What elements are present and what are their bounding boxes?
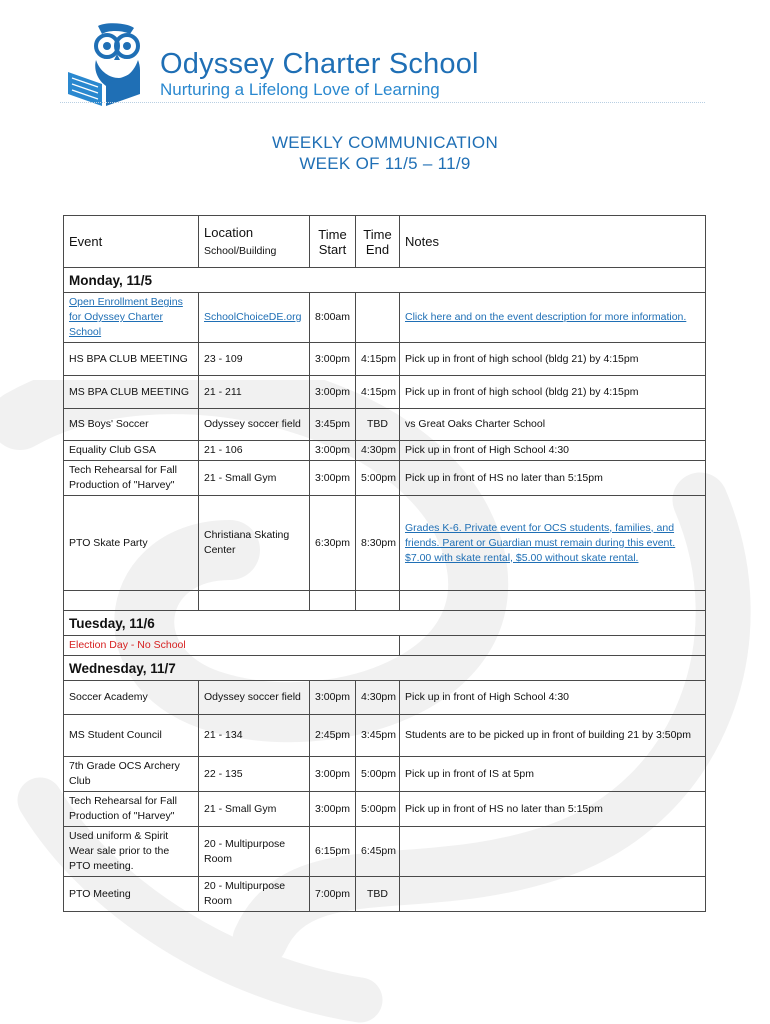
spacer-row — [64, 591, 706, 611]
spacer-cell — [310, 591, 356, 611]
owl-book-logo-icon — [64, 20, 156, 108]
election-day-note: Election Day - No School — [64, 636, 400, 656]
header-event: Event — [64, 216, 199, 268]
time-end: 4:15pm — [356, 343, 400, 376]
notes: Pick up in front of High School 4:30 — [400, 681, 706, 715]
table-header-row — [64, 216, 706, 268]
time-end: 4:30pm — [356, 441, 400, 461]
event-name: Tech Rehearsal for Fall Production of "Harvey" — [64, 792, 199, 827]
day-row-wednesday — [64, 656, 706, 681]
time-start: 3:45pm — [310, 409, 356, 441]
table-row — [64, 792, 706, 827]
table-row — [64, 461, 706, 496]
notes: Pick up in front of high school (bldg 21) by 4:15pm — [400, 343, 706, 376]
spacer-cell — [64, 591, 199, 611]
location-link-schoolchoice[interactable]: SchoolChoiceDE.org — [199, 293, 310, 343]
table-row — [64, 715, 706, 757]
table-row — [64, 343, 706, 376]
spacer-cell — [199, 591, 310, 611]
notes: vs Great Oaks Charter School — [400, 409, 706, 441]
school-header — [60, 16, 710, 108]
notes: Pick up in front of HS no later than 5:15pm — [400, 792, 706, 827]
school-tagline: Nurturing a Lifelong Love of Learning — [160, 80, 440, 99]
time-end: 5:00pm — [356, 792, 400, 827]
location: Odyssey soccer field — [199, 681, 310, 715]
event-name: Tech Rehearsal for Fall Production of "Harvey" — [64, 461, 199, 496]
notes — [400, 877, 706, 912]
header-time-start — [310, 216, 356, 268]
table-row — [64, 293, 706, 343]
event-name: 7th Grade OCS Archery Club — [64, 757, 199, 792]
time-end: 5:00pm — [356, 461, 400, 496]
time-end: 8:30pm — [356, 496, 400, 591]
notes: Pick up in front of High School 4:30 — [400, 441, 706, 461]
notes — [400, 827, 706, 877]
location: 21 - Small Gym — [199, 461, 310, 496]
time-end: 4:15pm — [356, 376, 400, 409]
table-row — [64, 376, 706, 409]
table-row — [64, 409, 706, 441]
location: 21 - Small Gym — [199, 792, 310, 827]
time-start: 3:00pm — [310, 343, 356, 376]
notes: Pick up in front of HS no later than 5:15pm — [400, 461, 706, 496]
location: 20 - Multipurpose Room — [199, 827, 310, 877]
table-row — [64, 757, 706, 792]
location: 23 - 109 — [199, 343, 310, 376]
day-label-monday: Monday, 11/5 — [64, 268, 706, 293]
time-start: 6:15pm — [310, 827, 356, 877]
event-name: MS Student Council — [64, 715, 199, 757]
day-row-tuesday — [64, 611, 706, 636]
table-row — [64, 441, 706, 461]
notes: Pick up in front of IS at 5pm — [400, 757, 706, 792]
table-row — [64, 496, 706, 591]
event-link-open-enrollment[interactable]: Open Enrollment Begins for Odyssey Charter School — [64, 293, 199, 343]
time-end: TBD — [356, 877, 400, 912]
event-name: Soccer Academy — [64, 681, 199, 715]
table-row — [64, 636, 706, 656]
time-start: 3:00pm — [310, 376, 356, 409]
time-end: 3:45pm — [356, 715, 400, 757]
header-location-label: Location — [204, 224, 254, 240]
notes-link-skate-party[interactable]: Grades K-6. Private event for OCS students, families, and friends. Parent or Guardian must remain during this event. $7.00 with skate rental, $5.00 without skate rental. — [400, 496, 706, 591]
table-row — [64, 681, 706, 715]
header-time-start-1: Time — [318, 226, 347, 242]
event-name: MS BPA CLUB MEETING — [64, 376, 199, 409]
event-name: Equality Club GSA — [64, 441, 199, 461]
event-name: PTO Meeting — [64, 877, 199, 912]
time-end: TBD — [356, 409, 400, 441]
notes — [400, 636, 706, 656]
notes: Pick up in front of high school (bldg 21) by 4:15pm — [400, 376, 706, 409]
header-notes: Notes — [400, 216, 706, 268]
table-row — [64, 827, 706, 877]
doc-title: WEEKLY COMMUNICATION — [271, 133, 499, 152]
header-time-end-1: Time — [363, 226, 392, 242]
notes: Students are to be picked up in front of building 21 by 3:50pm — [400, 715, 706, 757]
spacer-cell — [400, 591, 706, 611]
header-location-sub: School/Building — [204, 244, 277, 257]
time-end: 4:30pm — [356, 681, 400, 715]
events-table — [63, 215, 706, 912]
event-name: PTO Skate Party — [64, 496, 199, 591]
school-name: Odyssey Charter School — [160, 48, 479, 80]
location: Odyssey soccer field — [199, 409, 310, 441]
day-label-tuesday: Tuesday, 11/6 — [64, 611, 706, 636]
location: 21 - 106 — [199, 441, 310, 461]
location: 22 - 135 — [199, 757, 310, 792]
time-start: 7:00pm — [310, 877, 356, 912]
time-start: 3:00pm — [310, 681, 356, 715]
time-end: 6:45pm — [356, 827, 400, 877]
event-name: MS Boys' Soccer — [64, 409, 199, 441]
time-start: 2:45pm — [310, 715, 356, 757]
time-start: 6:30pm — [310, 496, 356, 591]
location: 20 - Multipurpose Room — [199, 877, 310, 912]
header-divider — [60, 102, 705, 103]
location: 21 - 134 — [199, 715, 310, 757]
event-name: HS BPA CLUB MEETING — [64, 343, 199, 376]
time-start: 3:00pm — [310, 757, 356, 792]
day-row-monday — [64, 268, 706, 293]
header-time-end-2: End — [365, 241, 390, 257]
table-row — [64, 877, 706, 912]
time-start: 3:00pm — [310, 461, 356, 496]
location: Christiana Skating Center — [199, 496, 310, 591]
notes-link-more-info[interactable]: Click here and on the event description for more information. — [400, 293, 706, 343]
event-name: Used uniform & Spirit Wear sale prior to the PTO meeting. — [64, 827, 199, 877]
spacer-cell — [356, 591, 400, 611]
day-label-wednesday: Wednesday, 11/7 — [64, 656, 706, 681]
location: 21 - 211 — [199, 376, 310, 409]
time-start: 3:00pm — [310, 792, 356, 827]
header-time-end — [356, 216, 400, 268]
doc-subtitle: WEEK OF 11/5 – 11/9 — [299, 154, 471, 173]
header-time-start-2: Start — [318, 241, 347, 257]
header-location — [199, 216, 310, 268]
time-end — [356, 293, 400, 343]
time-start: 8:00am — [310, 293, 356, 343]
time-start: 3:00pm — [310, 441, 356, 461]
time-end: 5:00pm — [356, 757, 400, 792]
